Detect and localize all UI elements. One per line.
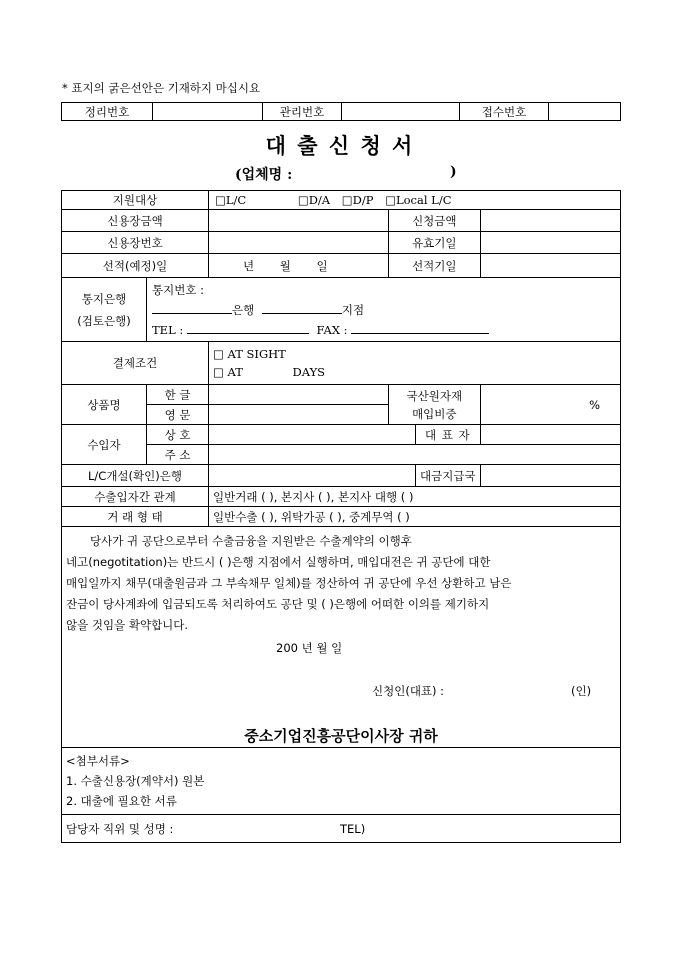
option-at-days-suffix: DAYS [292,365,326,379]
domestic-ratio-label-line2: 매입비중 [412,406,457,421]
mgmt-number-label: 관리번호 [263,103,342,121]
shipment-deadline-field[interactable] [480,254,620,278]
notice-text: * 표지의 굵은선안은 기재하지 마십시요 [62,81,261,95]
attachment-item-1: 1. 수출신용장(계약서) 원본 [66,774,205,788]
staff-row [62,815,621,843]
statement-line-3: 매입일까지 채무(대출원금과 그 부속채무 일체)를 정산하여 귀 공단에 우선 상환하고 남은 [66,576,512,590]
expiry-date-label: 유효기일 [389,232,481,254]
product-korean-field[interactable] [209,385,389,405]
reference-number-table [61,102,621,121]
branch-text: 지점 [341,303,365,317]
option-dp[interactable]: □D/P [341,193,374,207]
option-lc[interactable]: □L/C [215,193,247,207]
attachments-box [62,748,621,815]
option-at-sight[interactable]: □ AT SIGHT [213,347,286,361]
importer-name-field[interactable] [209,425,416,445]
year-text: 년 [243,258,255,273]
importer-address-label: 주 소 [147,445,209,465]
fax-blank[interactable] [351,322,489,334]
tel-blank[interactable] [187,322,309,334]
lc-amount-field[interactable] [209,210,389,232]
trade-type-options[interactable]: 일반수출 ( ), 위탁가공 ( ), 중계무역 ( ) [209,507,621,527]
company-close: ) [450,164,457,180]
product-english-label: 영 문 [147,405,209,425]
importer-address-field[interactable] [209,445,621,465]
attachment-item-2: 2. 대출에 필요한 서류 [66,794,177,808]
statement-line-2: 네고(negotitation)는 반드시 ( )은행 지점에서 실행하며, 매입대전은 귀 공단에 대한 [66,555,491,569]
application-form-table [61,190,621,843]
lc-number-label: 신용장번호 [62,232,209,254]
receipt-number-field[interactable] [549,103,621,121]
lc-amount-label: 신용장금액 [62,210,209,232]
payment-terms-label: 결제조건 [62,342,209,385]
notify-bank-details[interactable] [147,278,621,342]
ref-number-field[interactable] [153,103,263,121]
notify-bank-label-line1: 통지은행 [81,291,127,306]
product-name-label: 상품명 [62,385,147,425]
product-english-field[interactable] [209,405,389,425]
shipment-date-field[interactable] [209,254,389,278]
percent-text: % [589,397,600,412]
payment-terms-options[interactable] [209,342,621,385]
bank-text: 은행 [232,303,255,317]
applicant-line [66,681,616,702]
staff-label: 담당자 직위 및 성명 : [66,821,174,836]
domestic-ratio-label-line1: 국산원자재 [406,388,463,403]
shipment-date-label: 선적(예정)일 [62,254,209,278]
notify-bank-label-line2: (검토은행) [77,313,131,328]
opening-bank-field[interactable] [209,465,416,487]
relation-label: 수출입자간 관계 [62,487,209,507]
branch-name-blank[interactable] [262,302,342,314]
option-local-lc[interactable]: □Local L/C [385,193,452,207]
option-at-days-prefix: □ AT [213,365,243,379]
representative-field[interactable] [480,425,620,445]
company-open: (업체명 : [235,167,293,183]
product-korean-label: 한 글 [147,385,209,405]
statement-line-1: 당사가 귀 공단으로부터 수출금융을 지원받은 수출계약의 이행후 [90,534,412,548]
domestic-ratio-field[interactable] [480,385,620,425]
request-amount-label: 신청금액 [389,210,481,232]
fax-text: FAX : [316,323,348,337]
domestic-ratio-label [389,385,481,425]
statement-date: 200 년 월 일 [276,641,343,655]
day-text: 일 [316,258,328,273]
ref-number-label: 정리번호 [62,103,153,121]
month-text: 월 [279,258,291,273]
staff-tel-label: TEL) [340,822,366,836]
importer-label: 수입자 [62,425,147,465]
importer-name-label: 상 호 [147,425,209,445]
attachments-title: <첨부서류> [66,754,130,768]
relation-options[interactable]: 일반거래 ( ), 본지사 ( ), 본지사 대행 ( ) [209,487,621,507]
shipment-deadline-label: 선적기일 [389,254,481,278]
addressee: 중소기업진흥공단이사장 귀하 [244,727,438,745]
notify-number-text: 통지번호 : [152,283,204,297]
option-da[interactable]: □D/A [297,193,331,207]
pledge-statement [62,527,621,748]
statement-line-5: 않을 것임을 확약합니다. [66,618,189,632]
option-at-days[interactable] [213,365,616,379]
applicant-label: 신청인(대표) : [372,684,445,698]
page-title: 대 출 신 청 서 [265,133,415,158]
payment-country-label: 대금지급국 [416,465,481,487]
support-target-label: 지원대상 [62,191,209,210]
support-target-options[interactable] [209,191,621,210]
opening-bank-label: L/C개설(확인)은행 [62,465,209,487]
payment-country-field[interactable] [480,465,620,487]
tel-text: TEL : [152,323,184,337]
seal-mark: (인) [571,684,592,698]
receipt-number-label: 접수번호 [460,103,549,121]
bank-name-blank[interactable] [152,302,232,314]
expiry-date-field[interactable] [480,232,620,254]
statement-line-4: 잔금이 당사계좌에 입금되도록 처리하여도 공단 및 ( )은행에 어떠한 이의를 제기하지 [66,597,490,611]
representative-label: 대 표 자 [416,425,481,445]
lc-number-field[interactable] [209,232,389,254]
mgmt-number-field[interactable] [342,103,460,121]
trade-type-label: 거 래 형 태 [62,507,209,527]
request-amount-field[interactable] [480,210,620,232]
notify-bank-label [62,278,147,342]
